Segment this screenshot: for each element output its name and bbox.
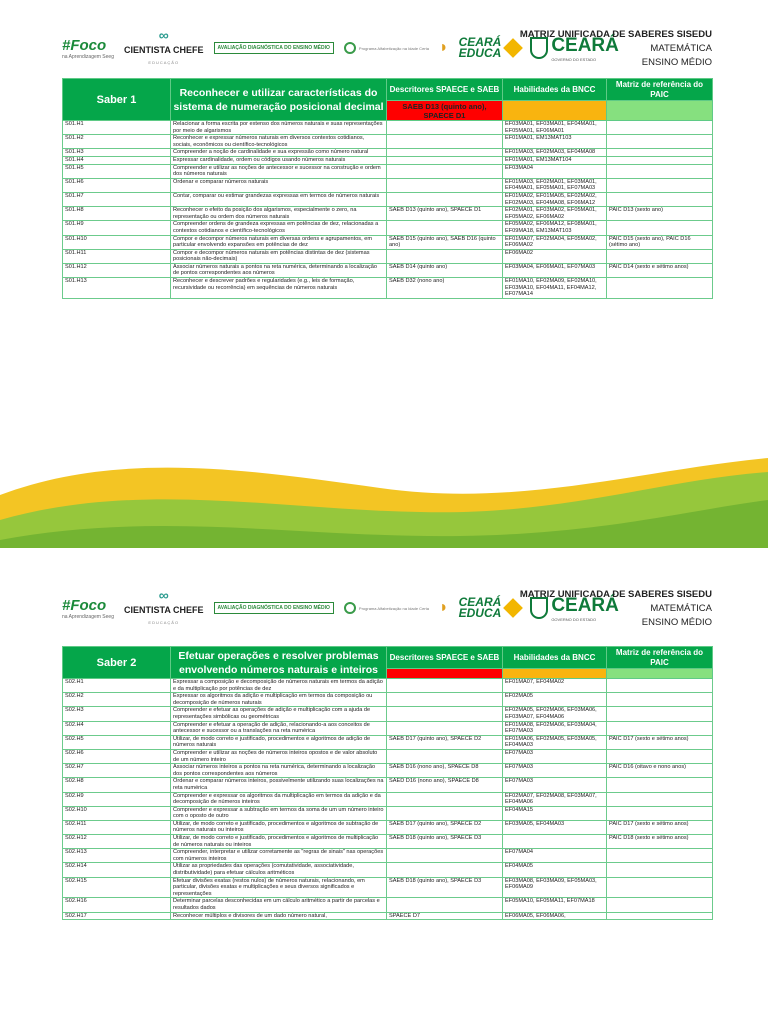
paic-cell <box>607 149 713 157</box>
table-row <box>63 149 713 157</box>
educa-logo-line-1: CEARÁ <box>458 35 502 49</box>
avaliacao-diagnostica-logo: AVALIAÇÃO DIAGNÓSTICA DO ENSINO MÉDIO <box>214 602 334 614</box>
descritores-cell <box>387 192 503 206</box>
paic-cell <box>607 849 713 863</box>
matrix-page-1 <box>0 0 768 440</box>
descritores-cell: SAEB D16 (nono ano), SPAECE D8 <box>387 764 503 778</box>
table-row <box>63 135 713 149</box>
saber-description: Efetuar operações e resolver problemas envolvendo números naturais e inteiros <box>171 647 387 679</box>
habilidade-description: Relacionar a forma escrita por extenso dos números naturais e suas representações por meio de algarismos <box>171 121 387 135</box>
wave-divider <box>0 440 768 560</box>
habilidade-code: S01.H5 <box>63 164 171 178</box>
descritores-cell: SAEB D17 (quinto ano), SPAECE D2 <box>387 735 503 749</box>
descritores-cell <box>387 792 503 806</box>
paic-logo-text: Programa Alfabetização na Idade Certa <box>358 605 429 611</box>
avaliacao-diagnostica-logo: AVALIAÇÃO DIAGNÓSTICA DO ENSINO MÉDIO <box>214 42 334 54</box>
bncc-cell: EF01MA01, EM13MAT104 <box>503 156 607 164</box>
descritores-cell: SAEB D17 (quinto ano), SPAECE D2 <box>387 820 503 834</box>
paic-cell <box>607 749 713 763</box>
descritores-cell: SAEB D14 (quinto ano) <box>387 263 503 277</box>
table-row <box>63 877 713 898</box>
paic-logo-text: Programa Alfabetização na Idade Certa <box>358 45 429 51</box>
paic-cell: PAIC D18 (sexto e sétimo anos) <box>607 835 713 849</box>
habilidade-description: Compreender e expressar os algoritmos da multiplicação em termos da adição e da decomposição de números inteiros <box>171 792 387 806</box>
foco-logo-text: #Foco <box>62 36 107 54</box>
habilidade-code: S01.H8 <box>63 207 171 221</box>
bncc-cell <box>503 835 607 849</box>
habilidade-code: S02.H7 <box>63 764 171 778</box>
signal-icon: ◗ <box>438 599 449 616</box>
bncc-cell: EF04MA15 <box>503 806 607 820</box>
habilidade-code: S01.H7 <box>63 192 171 206</box>
cientista-logo-subtitle: EDUCAÇÃO <box>148 620 180 625</box>
paic-cell <box>607 121 713 135</box>
paic-cell <box>607 912 713 920</box>
page-header <box>62 588 712 628</box>
bncc-cell: EF03MA04, EF06MA01, EF07MA03 <box>503 263 607 277</box>
habilidade-description: Efetuar divisões exatas (restos nulos) de números naturais, relacionando, em particular, divisões exatas e multiplicações e seus diversos significados e representações <box>171 877 387 898</box>
column-header-paic: Matriz de referência do PAIC <box>607 647 713 669</box>
document-titles <box>520 588 712 630</box>
table-row <box>63 764 713 778</box>
paic-highlight-cell <box>607 101 713 121</box>
table-row <box>63 835 713 849</box>
table-row <box>63 263 713 277</box>
paic-cell <box>607 164 713 178</box>
bncc-cell: EF03MA01, EF03MA01, EF04MA01, EF05MA01, EF06MA01 <box>503 121 607 135</box>
paic-cell: PAIC D13 (sexto ano) <box>607 207 713 221</box>
saber-table <box>62 78 713 299</box>
habilidade-description: Reconhecer e expressar números naturais em diversos contextos cotidianos, sociais, econômicos ou científico-tecnológicos <box>171 135 387 149</box>
habilidade-code: S01.H13 <box>63 278 171 299</box>
table-row <box>63 912 713 920</box>
habilidade-description: Compreender, interpretar e utilizar corretamente as "regras de sinais" nas operações com números inteiros <box>171 849 387 863</box>
habilidade-description: Compor e decompor números naturais em potências distintas de dez (sistemas posicionais não-decimais) <box>171 249 387 263</box>
ceara-logo-subtitle: GOVERNO DO ESTADO <box>551 56 597 62</box>
cientista-chefe-logo <box>124 588 204 628</box>
paic-cell <box>607 679 713 693</box>
habilidade-description: Reconhecer múltiplos e divisores de um dado número natural, <box>171 912 387 920</box>
bncc-cell: EF01MA06, EF02MA05, EF03MA05, EF04MA03 <box>503 735 607 749</box>
paic-cell <box>607 249 713 263</box>
paic-cell <box>607 278 713 299</box>
saber-title: Saber 1 <box>63 79 171 121</box>
foco-logo-text: #Foco <box>62 596 107 614</box>
descritores-cell <box>387 164 503 178</box>
cientista-logo-text: CIENTISTA CHEFE <box>123 605 204 615</box>
descritores-cell <box>387 221 503 235</box>
column-header-bncc: Habilidades da BNCC <box>503 79 607 101</box>
bncc-cell: EF07MA03 <box>503 778 607 792</box>
habilidade-code: S01.H3 <box>63 149 171 157</box>
foco-logo-subtitle: na Aprendizagem Seeg <box>62 53 114 60</box>
descritores-cell <box>387 121 503 135</box>
bncc-cell: EF07MA03 <box>503 764 607 778</box>
habilidade-code: S01.H2 <box>63 135 171 149</box>
table-body <box>63 679 713 920</box>
descritores-cell: SAED D16 (nono ano), SPAECE D8 <box>387 778 503 792</box>
ceara-educa-logo <box>459 597 521 619</box>
ceara-educa-logo <box>459 37 521 59</box>
habilidade-description: Compreender e expressar a subtração em termos da soma de um um número inteiro com o oposto de outro <box>171 806 387 820</box>
table-row <box>63 249 713 263</box>
table-row <box>63 778 713 792</box>
table-row <box>63 898 713 912</box>
bncc-cell: EF04MA05 <box>503 863 607 877</box>
habilidade-description: Expressar os algoritmos da adição e multiplicação em termos da composição ou decomposição de números naturais <box>171 693 387 707</box>
descritores-cell <box>387 898 503 912</box>
habilidade-code: S01.H9 <box>63 221 171 235</box>
habilidade-code: S02.H4 <box>63 721 171 735</box>
paic-cell <box>607 898 713 912</box>
paic-cell: PAIC D16 (oitavo e nono anos) <box>607 764 713 778</box>
bncc-cell: EF05MA10, EF05MA11, EF07MA18 <box>503 898 607 912</box>
habilidade-code: S01.H6 <box>63 178 171 192</box>
descritores-cell <box>387 863 503 877</box>
paic-cell <box>607 178 713 192</box>
habilidade-code: S02.H8 <box>63 778 171 792</box>
descritores-cell: SAEB D18 (quinto ano), SPAECE D3 <box>387 835 503 849</box>
habilidade-description: Compreender a noção de cardinalidade e sua expressão como número natural <box>171 149 387 157</box>
habilidade-code: S01.H10 <box>63 235 171 249</box>
paic-cell <box>607 877 713 898</box>
bncc-cell: EF03MA08, EF03MA09, EF05MA03, EF06MA09 <box>503 877 607 898</box>
table-row <box>63 749 713 763</box>
habilidade-code: S02.H1 <box>63 679 171 693</box>
descritores-highlight-cell <box>387 669 503 679</box>
table-row <box>63 806 713 820</box>
habilidade-description: Reconhecer o efeito da posição dos algarismos, especialmente o zero, na representação ou ordem dos números naturais <box>171 207 387 221</box>
habilidade-description: Compreender e efetuar as operações de adição e multiplicação com a ajuda de representações simbólicas ou geométricas <box>171 707 387 721</box>
habilidade-description: Compreender e utilizar as noções de antecessor e sucessor na construção e ordem dos números naturais <box>171 164 387 178</box>
foco-logo <box>62 597 114 620</box>
bncc-cell: EF02MA05 <box>503 693 607 707</box>
ceara-logo-text: CEARÁ <box>551 594 619 616</box>
document-title: MATRIZ UNIFICADA DE SABERES SISEDU <box>519 589 712 600</box>
paic-cell: PAIC D17 (sexto e sétimo anos) <box>607 820 713 834</box>
paic-cell: PAIC D14 (sexto e sétimo anos) <box>607 263 713 277</box>
paic-cell <box>607 792 713 806</box>
bncc-cell: EF01MA02, EF01MA05, EF02MA02, EF02MA03, EF04MA08, EF06MA12 <box>503 192 607 206</box>
table-row <box>63 735 713 749</box>
descritores-cell: SPAECE D7 <box>387 912 503 920</box>
descritores-cell <box>387 679 503 693</box>
habilidade-code: S02.H6 <box>63 749 171 763</box>
table-row <box>63 707 713 721</box>
matrix-page-2 <box>0 560 768 1024</box>
habilidade-code: S02.H13 <box>63 849 171 863</box>
table-row <box>63 820 713 834</box>
ceara-logo-text: CEARÁ <box>551 34 619 56</box>
habilidade-code: S02.H5 <box>63 735 171 749</box>
paic-cell <box>607 135 713 149</box>
paic-cell <box>607 156 713 164</box>
table-row <box>63 863 713 877</box>
educa-logo-line-2: EDUCA <box>458 606 502 620</box>
habilidade-code: S02.H15 <box>63 877 171 898</box>
educa-logo-line-2: EDUCA <box>458 46 502 60</box>
habilidade-description: Expressar cardinalidade, ordem ou códigos usando números naturais <box>171 156 387 164</box>
paic-highlight-cell <box>607 669 713 679</box>
habilidade-description: Expressar a composição e decomposição de números naturais em termos da adição e da multiplicação por potências de dez <box>171 679 387 693</box>
descritores-cell <box>387 693 503 707</box>
column-header-descritores: Descritores SPAECE e SAEB <box>387 647 503 669</box>
bncc-cell: EF01MA03, EF02MA03, EF04MA08 <box>503 149 607 157</box>
habilidade-description: Compreender ordens de grandeza expressas em potências de dez, relacionadas a contextos cotidianos e científico-tecnológicos <box>171 221 387 235</box>
descritores-cell: SAEB D13 (quinto ano), SPAECE D1 <box>387 207 503 221</box>
habilidade-code: S02.H14 <box>63 863 171 877</box>
subject-title: MATEMÁTICA <box>650 43 712 54</box>
table-row <box>63 121 713 135</box>
habilidade-code: S02.H3 <box>63 707 171 721</box>
level-title: ENSINO MÉDIO <box>641 617 712 628</box>
paic-ring-icon <box>344 42 356 54</box>
habilidade-code: S02.H12 <box>63 835 171 849</box>
page-header <box>62 28 712 68</box>
descritores-cell <box>387 721 503 735</box>
saber-table <box>62 646 713 920</box>
habilidade-code: S02.H10 <box>63 806 171 820</box>
descritores-cell <box>387 156 503 164</box>
bncc-cell: EF07MA03 <box>503 749 607 763</box>
bncc-cell: EF02MA01, EF03MA02, EF05MA01, EF05MA02, EF06MA02 <box>503 207 607 221</box>
bncc-cell: EF03MA05, EF04MA03 <box>503 820 607 834</box>
habilidade-code: S01.H4 <box>63 156 171 164</box>
descritores-cell <box>387 149 503 157</box>
descritores-cell <box>387 135 503 149</box>
table-row <box>63 278 713 299</box>
descritores-cell <box>387 806 503 820</box>
level-title: ENSINO MÉDIO <box>641 57 712 68</box>
habilidade-description: Compor e decompor números naturais em diversas ordens e agrupamentos, em particular envolvendo expansões em potências de dez <box>171 235 387 249</box>
habilidade-description: Determinar parcelas desconhecidas em um cálculo aritmético a partir de parcelas e resultados dados <box>171 898 387 912</box>
descritores-highlight-cell: SAEB D13 (quinto ano), SPAECE D1 <box>387 101 503 121</box>
bncc-cell: EF01MA07, EF02MA04, EF05MA02, EF06MA02 <box>503 235 607 249</box>
saber-description: Reconhecer e utilizar características do sistema de numeração posicional decimal <box>171 79 387 121</box>
paic-logo <box>344 42 429 54</box>
table-row <box>63 679 713 693</box>
paic-logo <box>344 602 429 614</box>
paic-cell <box>607 721 713 735</box>
habilidade-code: S02.H2 <box>63 693 171 707</box>
table-row <box>63 693 713 707</box>
bncc-cell: EF01MA10, EF02MA09, EF02MA10, EF03MA10, EF04MA11, EF04MA12, EF07MA14 <box>503 278 607 299</box>
descritores-cell: SAEB D15 (quinto ano), SAEB D16 (quinto ano) <box>387 235 503 249</box>
bncc-cell: EF03MA04 <box>503 164 607 178</box>
habilidade-description: Utilizar as propriedades das operações (comutatividade, associatividade, distributividade) para efetuar cálculos aritméticos <box>171 863 387 877</box>
paic-cell: PAIC D15 (sexto ano), PAIC D16 (sétimo ano) <box>607 235 713 249</box>
descritores-cell: SAEB D18 (quinto ano), SPAECE D3 <box>387 877 503 898</box>
table-row <box>63 192 713 206</box>
habilidade-description: Ordenar e comparar números naturais <box>171 178 387 192</box>
table-row <box>63 221 713 235</box>
descritores-cell <box>387 749 503 763</box>
paic-cell <box>607 778 713 792</box>
habilidade-code: S01.H12 <box>63 263 171 277</box>
bncc-cell: EF06MA05, EF06MA06, <box>503 912 607 920</box>
subject-title: MATEMÁTICA <box>650 603 712 614</box>
table-row <box>63 178 713 192</box>
bncc-cell: EF01MA07, EF04MA02 <box>503 679 607 693</box>
bncc-highlight-cell <box>503 669 607 679</box>
cientista-logo-text: CIENTISTA CHEFE <box>123 45 204 55</box>
habilidade-description: Utilizar, de modo correto e justificado, procedimentos e algoritmos de multiplicação de números naturais ou inteiros <box>171 835 387 849</box>
habilidade-description: Compreender e efetuar a operação de adição, relacionando-a aos conceitos de antecessor e sucessor ou a translações na reta numérica <box>171 721 387 735</box>
habilidade-description: Compreender e utilizar as noções de números inteiros opostos e de valor absoluto de um número inteiro <box>171 749 387 763</box>
habilidade-description: Contar, comparar ou estimar grandezas expressas em termos de números naturais <box>171 192 387 206</box>
document-title: MATRIZ UNIFICADA DE SABERES SISEDU <box>519 29 712 40</box>
column-header-descritores: Descritores SPAECE e SAEB <box>387 79 503 101</box>
signal-icon: ◗ <box>438 39 449 56</box>
table-row <box>63 164 713 178</box>
educa-logo-line-1: CEARÁ <box>458 595 502 609</box>
habilidade-code: S02.H11 <box>63 820 171 834</box>
bncc-cell: EF01MA01, EM13MAT103 <box>503 135 607 149</box>
bncc-cell: EF02MA05, EF02MA06, EF03MA06, EF03MA07, EF04MA06 <box>503 707 607 721</box>
paic-cell <box>607 707 713 721</box>
foco-logo-subtitle: na Aprendizagem Seeg <box>62 613 114 620</box>
table-row <box>63 792 713 806</box>
paic-ring-icon <box>344 602 356 614</box>
paic-cell: PAIC D17 (sexto e sétimo anos) <box>607 735 713 749</box>
bncc-cell: EF02MA07, EF02MA08, EF03MA07, EF04MA06 <box>503 792 607 806</box>
cientista-logo-subtitle: EDUCAÇÃO <box>148 60 180 65</box>
descritores-cell <box>387 178 503 192</box>
ceara-logo-subtitle: GOVERNO DO ESTADO <box>551 616 597 622</box>
saber-title: Saber 2 <box>63 647 171 679</box>
habilidade-description: Ordenar e comparar números inteiros, possivelmente utilizando suas localizações na reta numérica <box>171 778 387 792</box>
habilidade-code: S02.H16 <box>63 898 171 912</box>
bncc-highlight-cell <box>503 101 607 121</box>
bncc-cell: EF01MA08, EF02MA06, EF03MA04, EF07MA03 <box>503 721 607 735</box>
habilidade-description: Utilizar, de modo correto e justificado, procedimentos e algoritmos de adição de números naturais <box>171 735 387 749</box>
habilidade-description: Reconhecer e descrever padrões e regularidades (e.g., leis de formação, recursividade ou recorrência) em sequências de números naturais <box>171 278 387 299</box>
paic-cell <box>607 863 713 877</box>
habilidade-description: Associar números inteiros a pontos na reta numérica, determinando a localização dos pontos correspondentes aos números <box>171 764 387 778</box>
bncc-cell: EF05MA02, EF06MA12, EF08MA01, EF09MA18, EM13MAT103 <box>503 221 607 235</box>
descritores-cell <box>387 849 503 863</box>
table-body <box>63 121 713 299</box>
habilidade-code: S01.H1 <box>63 121 171 135</box>
table-row <box>63 156 713 164</box>
habilidade-description: Utilizar, de modo correto e justificado, procedimentos e algoritmos de subtração de números naturais ou inteiros <box>171 820 387 834</box>
table-row <box>63 207 713 221</box>
table-row <box>63 235 713 249</box>
descritores-cell <box>387 707 503 721</box>
paic-cell <box>607 693 713 707</box>
table-row <box>63 721 713 735</box>
column-header-bncc: Habilidades da BNCC <box>503 647 607 669</box>
paic-cell <box>607 806 713 820</box>
descritores-cell <box>387 249 503 263</box>
habilidade-code: S02.H9 <box>63 792 171 806</box>
document-titles <box>520 28 712 70</box>
bncc-cell: EF07MA04 <box>503 849 607 863</box>
descritores-cell: SAEB D32 (nono ano) <box>387 278 503 299</box>
bncc-cell: EF06MA02 <box>503 249 607 263</box>
habilidade-code: S02.H17 <box>63 912 171 920</box>
table-row <box>63 849 713 863</box>
paic-cell <box>607 221 713 235</box>
paic-cell <box>607 192 713 206</box>
infinity-icon: ∞ <box>158 27 169 43</box>
infinity-icon: ∞ <box>158 587 169 603</box>
foco-logo <box>62 37 114 60</box>
habilidade-description: Associar números naturais a pontos na reta numérica, determinando a localização de pontos correspondentes aos números <box>171 263 387 277</box>
habilidade-code: S01.H11 <box>63 249 171 263</box>
column-header-paic: Matriz de referência do PAIC <box>607 79 713 101</box>
cientista-chefe-logo <box>124 28 204 68</box>
bncc-cell: EF01MA03, EF02MA01, EF03MA01, EF04MA01, EF05MA01, EF07MA03 <box>503 178 607 192</box>
